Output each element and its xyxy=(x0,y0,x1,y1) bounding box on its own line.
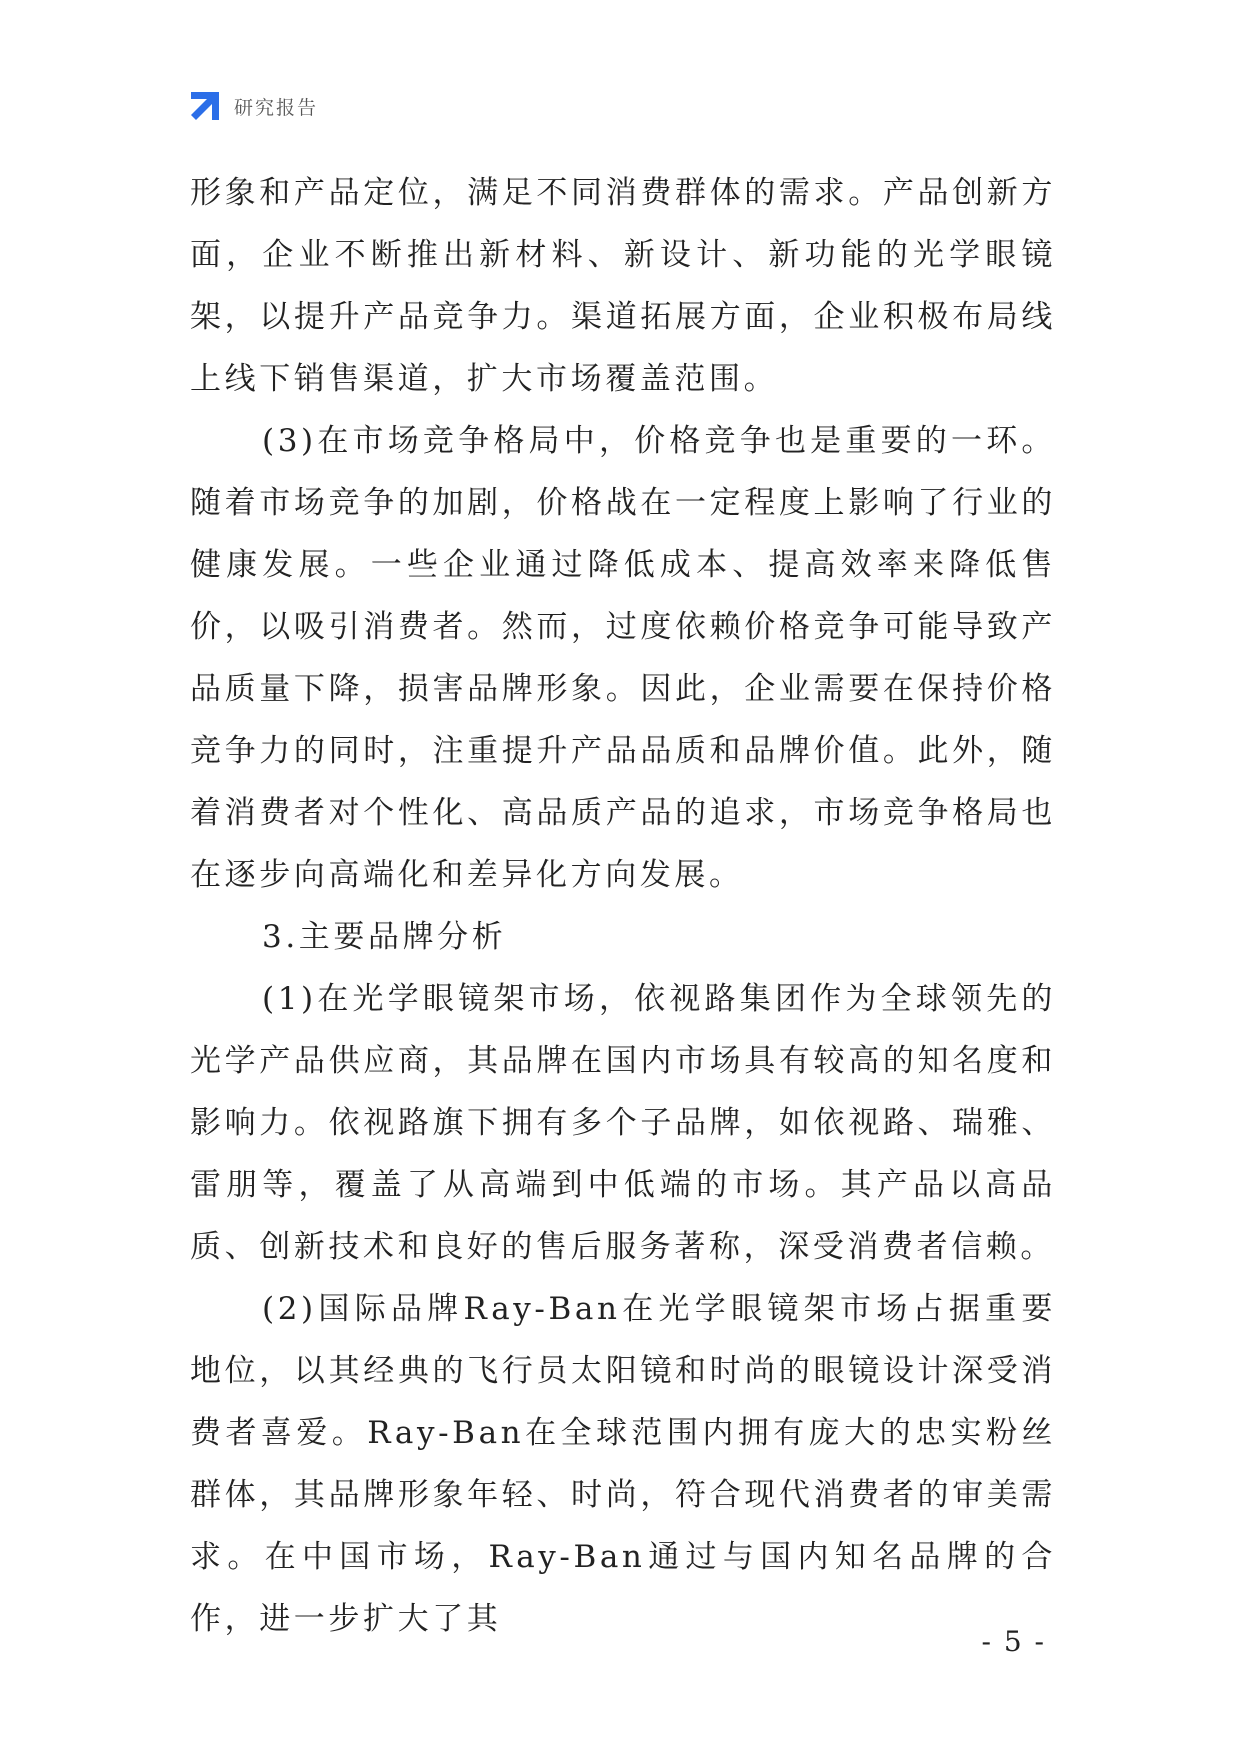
paragraph-product-positioning: 形象和产品定位，满足不同消费群体的需求。产品创新方面，企业不断推出新材料、新设计、新功能的光学眼镜架，以提升产品竞争力。渠道拓展方面，企业积极布局线上线下销售渠道，扩大市场覆盖范围。 xyxy=(190,175,1056,397)
section-heading-brand-analysis: 3.主要品牌分析 xyxy=(262,919,507,955)
header-title: 研究报告 xyxy=(234,96,319,119)
document-body xyxy=(190,162,1056,1650)
arrow-logo-icon xyxy=(188,89,222,123)
paragraph-price-competition: (3)在市场竞争格局中，价格竞争也是重要的一环。随着市场竞争的加剧，价格战在一定程度上影响了行业的健康发展。一些企业通过降低成本、提高效率来降低售价，以吸引消费者。然而，过度依赖价格竞争可能导致产品质量下降，损害品牌形象。因此，企业需要在保持价格竞争力的同时，注重提升产品品质和品牌价值。此外，随着消费者对个性化、高品质产品的追求，市场竞争格局也在逐步向高端化和差异化方向发展。 xyxy=(190,423,1056,893)
paragraph-ray-ban: (2)国际品牌Ray-Ban在光学眼镜架市场占据重要地位，以其经典的飞行员太阳镜和时尚的眼镜设计深受消费者喜爱。Ray-Ban在全球范围内拥有庞大的忠实粉丝群体，其品牌形象年轻、时尚，符合现代消费者的审美需求。在中国市场，Ray-Ban通过与国内知名品牌的合作，进一步扩大了其 xyxy=(190,1291,1056,1637)
page-number: - 5 - xyxy=(981,1625,1046,1658)
paragraph-essilor: (1)在光学眼镜架市场，依视路集团作为全球领先的光学产品供应商，其品牌在国内市场具有较高的知名度和影响力。依视路旗下拥有多个子品牌，如依视路、瑞雅、雷朋等，覆盖了从高端到中低端的市场。其产品以高品质、创新技术和良好的售后服务著称，深受消费者信赖。 xyxy=(190,981,1056,1265)
page-header xyxy=(188,88,318,124)
